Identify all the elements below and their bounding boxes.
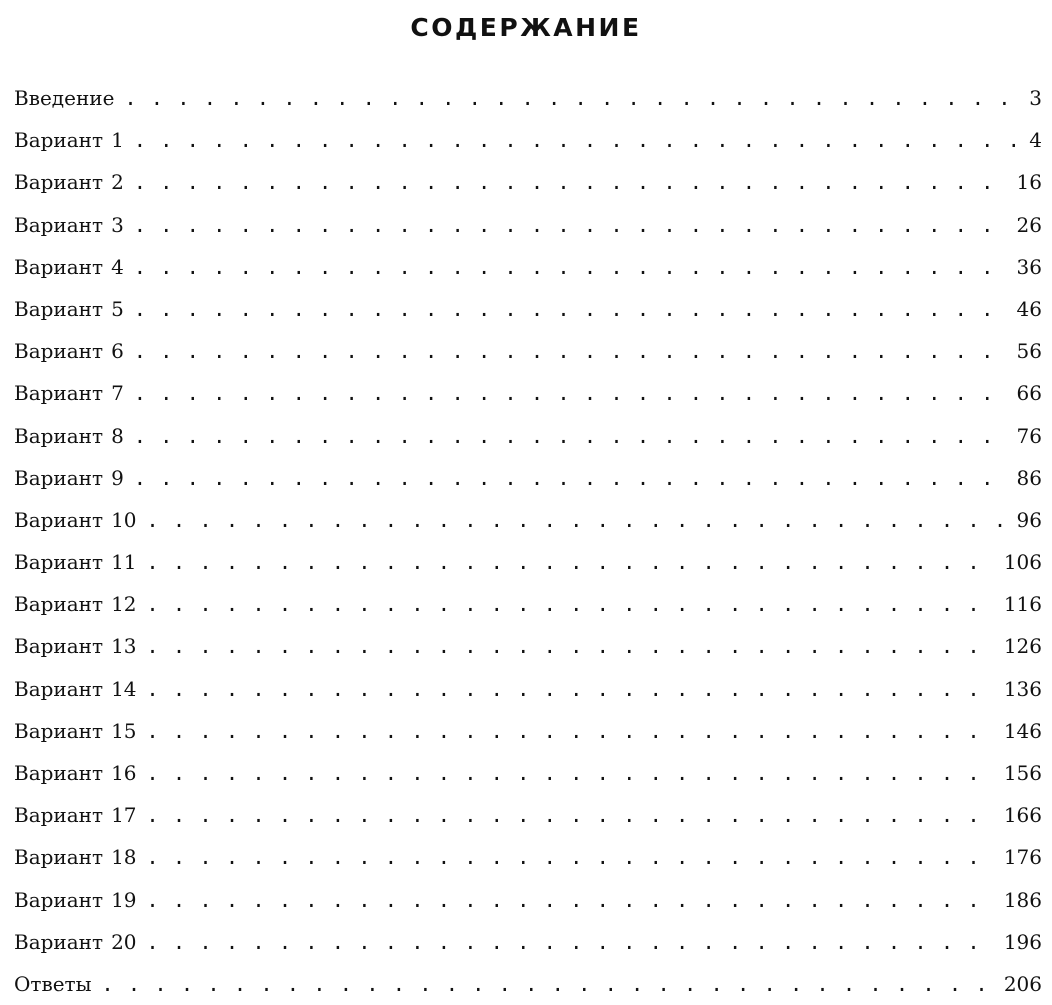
- dot-leader: [134, 161, 1007, 203]
- toc-entry-number: 11: [111, 550, 137, 575]
- toc-entry-number: 7: [111, 381, 124, 406]
- toc-entry-number: 16: [111, 761, 137, 785]
- toc-entry-title: Ответы: [14, 971, 92, 996]
- toc-entry[interactable]: [14, 415, 1042, 457]
- page-title: СОДЕРЖАНИЕ: [410, 13, 642, 42]
- toc-entry[interactable]: [14, 77, 1042, 119]
- toc-entry-page-number: 136: [1003, 676, 1042, 701]
- toc-entry-label: [14, 710, 147, 752]
- toc-entry-label: [14, 668, 147, 710]
- toc-entry-number: 17: [111, 803, 137, 828]
- toc-entry-title: Вариант: [14, 550, 104, 575]
- dot-leader: [147, 668, 994, 710]
- dot-leader: [147, 836, 994, 878]
- dot-leader: [134, 415, 1007, 457]
- toc-entry-title: Вариант: [14, 718, 104, 743]
- toc-entry-title: Вариант: [14, 128, 104, 153]
- toc-entry-number: 5: [111, 296, 124, 321]
- toc-entry-label: [14, 204, 134, 246]
- toc-entry-page-number: 76: [1016, 423, 1042, 448]
- toc-entry-label: [14, 372, 134, 414]
- toc-entry[interactable]: [14, 752, 1042, 794]
- toc-entry-number: 9: [111, 465, 124, 490]
- dot-leader: [147, 752, 994, 794]
- toc-entry-page-number: 96: [1016, 507, 1042, 532]
- dot-leader: [134, 330, 1007, 372]
- dot-leader: [147, 710, 994, 752]
- toc-entry[interactable]: [14, 372, 1042, 414]
- toc-entry-label: [14, 330, 134, 372]
- toc-entry-page-number: 36: [1016, 254, 1042, 279]
- toc-entry-page-number: 186: [1003, 887, 1042, 912]
- toc-entry-title: Вариант: [14, 507, 104, 532]
- toc-entry-number: 2: [111, 170, 124, 195]
- toc-entry[interactable]: [14, 963, 1042, 1005]
- toc-entry-number: 18: [111, 845, 137, 870]
- toc-entry-label: [14, 246, 134, 288]
- toc-entry[interactable]: [14, 161, 1042, 203]
- toc-entry-page-number: 146: [1003, 718, 1042, 743]
- toc-entry-page-number: 176: [1003, 845, 1042, 870]
- toc-entry-number: 6: [111, 339, 124, 364]
- toc-entry-number: 14: [111, 676, 137, 701]
- toc-entry-label: [14, 625, 147, 667]
- toc-entry[interactable]: [14, 836, 1042, 878]
- toc-entry-number: 1: [111, 128, 124, 153]
- dot-leader: [134, 119, 1019, 161]
- dot-leader: [134, 372, 1007, 414]
- toc-entry-label: [14, 583, 147, 625]
- toc-entry-title: Вариант: [14, 803, 104, 828]
- toc-entry[interactable]: [14, 625, 1042, 667]
- toc-entry-page-number: 86: [1016, 465, 1042, 490]
- table-of-contents: [14, 77, 1042, 1005]
- toc-entry-page-number: 3: [1029, 86, 1042, 110]
- toc-entry[interactable]: [14, 794, 1042, 836]
- dot-leader: [102, 963, 994, 1005]
- toc-entry[interactable]: [14, 879, 1042, 921]
- toc-entry-label: [14, 499, 147, 541]
- toc-entry-label: [14, 963, 102, 1005]
- dot-leader: [147, 499, 1007, 541]
- toc-entry-page-number: 56: [1016, 339, 1042, 364]
- toc-entry-title: Вариант: [14, 339, 104, 364]
- toc-entry[interactable]: [14, 204, 1042, 246]
- toc-entry-number: 4: [111, 254, 124, 279]
- toc-entry[interactable]: [14, 668, 1042, 710]
- toc-entry-label: [14, 879, 147, 921]
- toc-entry-label: [14, 752, 147, 794]
- toc-entry-label: [14, 288, 134, 330]
- dot-leader: [134, 204, 1007, 246]
- toc-entry-number: 19: [111, 887, 137, 912]
- dot-leader: [147, 541, 994, 583]
- toc-entry-label: [14, 77, 124, 119]
- toc-entry-page-number: 26: [1016, 212, 1042, 237]
- toc-entry-title: Вариант: [14, 296, 104, 321]
- dot-leader: [147, 625, 994, 667]
- toc-entry-label: [14, 794, 147, 836]
- toc-entry-page-number: 4: [1029, 128, 1042, 153]
- toc-entry[interactable]: [14, 119, 1042, 161]
- dot-leader: [134, 246, 1007, 288]
- toc-entry[interactable]: [14, 583, 1042, 625]
- toc-entry-label: [14, 161, 134, 203]
- toc-entry-title: Вариант: [14, 845, 104, 870]
- toc-entry-number: 8: [111, 423, 124, 448]
- toc-entry-title: Вариант: [14, 381, 104, 406]
- toc-entry-page-number: 66: [1016, 381, 1042, 406]
- toc-entry-number: 20: [111, 929, 137, 954]
- toc-entry-title: Вариант: [14, 761, 104, 785]
- toc-entry-title: Вариант: [14, 254, 104, 279]
- toc-entry-page-number: 206: [1003, 971, 1042, 996]
- toc-entry-number: 13: [111, 634, 137, 659]
- toc-entry-number: 10: [111, 507, 137, 532]
- toc-entry-label: [14, 415, 134, 457]
- toc-entry-number: 3: [111, 212, 124, 237]
- dot-leader: [134, 288, 1007, 330]
- toc-entry-label: [14, 119, 134, 161]
- toc-entry[interactable]: [14, 457, 1042, 499]
- toc-entry-label: [14, 541, 147, 583]
- toc-entry[interactable]: [14, 499, 1042, 541]
- toc-entry-title: Вариант: [14, 929, 104, 954]
- dot-leader: [147, 583, 994, 625]
- toc-entry[interactable]: [14, 921, 1042, 963]
- toc-entry-label: [14, 921, 147, 963]
- toc-entry-page-number: 196: [1003, 929, 1042, 954]
- toc-entry[interactable]: [14, 246, 1042, 288]
- toc-entry-title: Вариант: [14, 592, 104, 617]
- toc-entry-title: Вариант: [14, 887, 104, 912]
- dot-leader: [124, 77, 1019, 119]
- toc-entry-title: Вариант: [14, 423, 104, 448]
- toc-entry-number: 15: [111, 718, 137, 743]
- toc-entry-page-number: 126: [1003, 634, 1042, 659]
- toc-entry-title: Вариант: [14, 170, 104, 195]
- toc-entry[interactable]: [14, 710, 1042, 752]
- toc-entry-page-number: 166: [1003, 803, 1042, 828]
- toc-entry-title: Введение: [14, 86, 115, 110]
- toc-entry-page-number: 106: [1003, 550, 1042, 575]
- toc-entry-page-number: 16: [1016, 170, 1042, 195]
- toc-entry-number: 12: [111, 592, 137, 617]
- toc-entry-label: [14, 457, 134, 499]
- toc-entry-page-number: 46: [1016, 296, 1042, 321]
- dot-leader: [147, 879, 994, 921]
- toc-entry-title: Вариант: [14, 465, 104, 490]
- dot-leader: [147, 794, 994, 836]
- toc-entry[interactable]: [14, 541, 1042, 583]
- toc-entry-label: [14, 836, 147, 878]
- dot-leader: [147, 921, 994, 963]
- toc-entry-title: Вариант: [14, 634, 104, 659]
- toc-entry-page-number: 116: [1003, 592, 1042, 617]
- toc-entry-title: Вариант: [14, 676, 104, 701]
- toc-entry[interactable]: [14, 330, 1042, 372]
- dot-leader: [134, 457, 1007, 499]
- toc-entry[interactable]: [14, 288, 1042, 330]
- toc-entry-title: Вариант: [14, 212, 104, 237]
- toc-entry-page-number: 156: [1003, 761, 1042, 785]
